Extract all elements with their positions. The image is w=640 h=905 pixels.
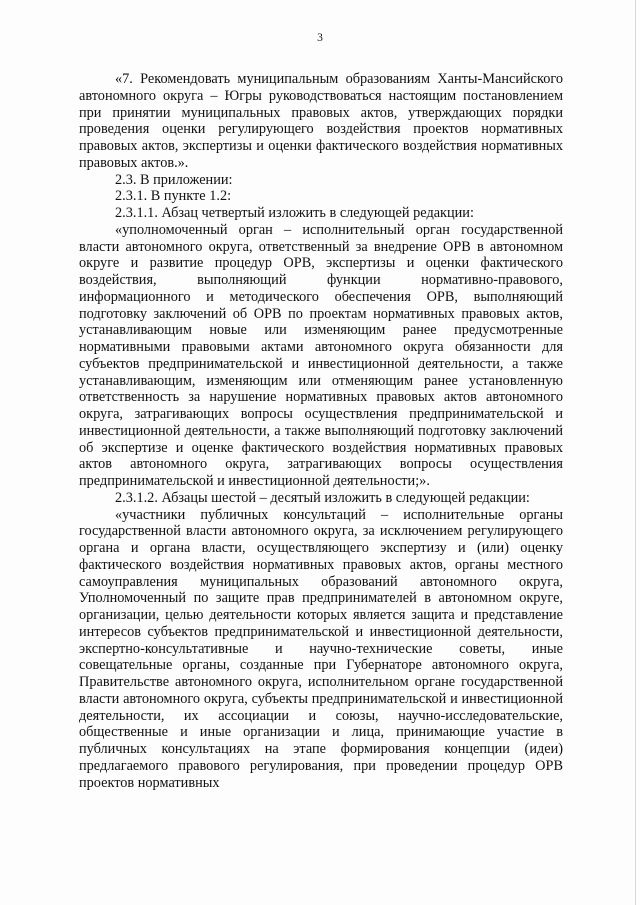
paragraph-authorized-body-definition: «уполномоченный орган – исполнительный орган государственной власти автономного округа, ответственный за внедрение ОРВ в автономном округе и развитие процедур ОРВ, экспертизы и оценки фактического воздействия, выполняющий функции нормативно-правового, информационного и методического обеспечения ОРВ, выполняющий подготовку заключений об ОРВ по проектам нормативных правовых актов, устанавливающим новые или изменяющим ранее предусмотренные нормативными правовыми актами автономного округа обязанности для субъектов предпринимательской и инвестиционной деятельности, а также устанавливающим, изменяющим или отменяющим ранее установленную ответственность за нарушение нормативных правовых актов автономного округа, затрагивающих вопросы осуществления предпринимательской и инвестиционной деятельности, а также выполняющий подготовку заключений об экспертизе и оценке фактического воздействия нормативных правовых актов автономного округа, затрагивающих вопросы осуществления предпринимательской и инвестиционной деятельности;». bbox=[79, 221, 563, 489]
page-edge bbox=[635, 0, 636, 905]
paragraph-2-3-1-2: 2.3.1.2. Абзацы шестой – десятый изложить в следующей редакции: bbox=[115, 489, 530, 506]
paragraph-item-7: «7. Рекомендовать муниципальным образованиям Ханты-Мансийского автономного округа – Югры руководствоваться настоящим постановлением при принятии муниципальных правовых актов, утверждающих порядки проведения оценки регулирующего воздействия проектов нормативных правовых актов, экспертизы и оценки фактического воздействия нормативных правовых актов.». bbox=[79, 71, 563, 171]
paragraph-consultation-participants: «участники публичных консультаций – исполнительные органы государственной власти автономного округа, за исключением регулирующего органа и органа власти, осуществляющего экспертизу и (или) оценку фактического воздействия нормативных правовых актов, органы местного самоуправления муниципальных образований автономного округа, Уполномоченный по защите прав предпринимателей в автономном округе, организации, целью деятельности которых является защита и представление интересов субъектов предпринимательской и инвестиционной деятельности, экспертно-консультативные и научно-технические советы, иные совещательные органы, созданные при Губернаторе автономного округа, Правительстве автономного округа, исполнительном органе государственной власти автономного округа, субъекты предпринимательской и инвестиционной деятельности, их ассоциации и союзы, научно-исследовательские, общественные и иные организации и лица, принимающие участие в публичных консультациях на этапе формирования концепции (идеи) предлагаемого правового регулирования, при проведении процедур ОРВ проектов нормативных bbox=[79, 506, 563, 791]
paragraph-2-3-1: 2.3.1. В пункте 1.2: bbox=[115, 188, 232, 205]
paragraph-2-3: 2.3. В приложении: bbox=[115, 171, 233, 188]
document-body bbox=[79, 71, 563, 791]
paragraph-2-3-1-1: 2.3.1.1. Абзац четвертый изложить в следующей редакции: bbox=[115, 205, 474, 221]
page-number: 3 bbox=[317, 32, 323, 44]
